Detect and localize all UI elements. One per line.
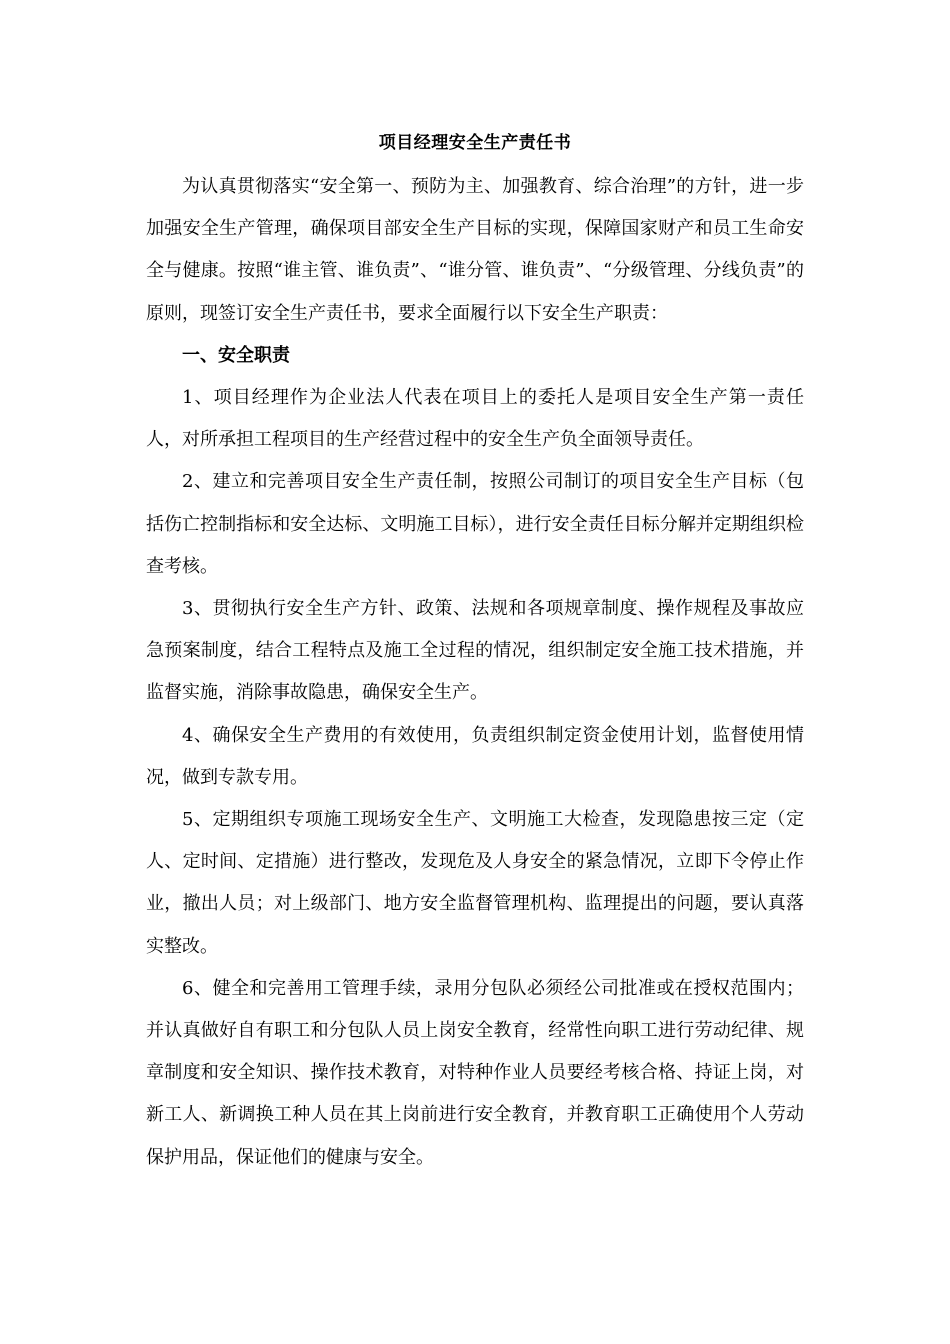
duty-item: 6、健全和完善用工管理手续，录用分包队必须经公司批准或在授权范围内；并认真做好自有职工和分包队人员上岗安全教育，经常性向职工进行劳动纪律、规章制度和安全知识、操作技术教育，对特种作业人员要经考核合格、持证上岗，对新工人、新调换工种人员在其上岗前进行安全教育，并教育职工正确使用个人劳动保护用品，保证他们的健康与安全。: [146, 977, 804, 1168]
document-body: [146, 166, 804, 1179]
duty-item: 1、项目经理作为企业法人代表在项目上的委托人是项目安全生产第一责任人，对所承担工程项目的生产经营过程中的安全生产负全面领导责任。: [146, 387, 804, 451]
section-heading: 一、安全职责: [182, 344, 290, 366]
duty-item: 5、定期组织专项施工现场安全生产、文明施工大检查，发现隐患按三定（定人、定时间、定措施）进行整改，发现危及人身安全的紧急情况，立即下令停止作业，撤出人员；对上级部门、地方安全监督管理机构、监理提出的问题，要认真落实整改。: [146, 809, 804, 957]
duty-item: 3、贯彻执行安全生产方针、政策、法规和各项规章制度、操作规程及事故应急预案制度，结合工程特点及施工全过程的情况，组织制定安全施工技术措施，并监督实施，消除事故隐患，确保安全生产。: [146, 598, 804, 704]
duty-item: 2、建立和完善项目安全生产责任制，按照公司制订的项目安全生产目标（包括伤亡控制指标和安全达标、文明施工目标），进行安全责任目标分解并定期组织检查考核。: [146, 471, 804, 577]
document-title: 项目经理安全生产责任书: [378, 133, 572, 153]
duty-item: 4、确保安全生产费用的有效使用，负责组织制定资金使用计划，监督使用情况，做到专款专用。: [146, 724, 804, 788]
intro-paragraph: 为认真贯彻落实“安全第一、预防为主、加强教育、综合治理”的方针，进一步加强安全生产管理，确保项目部安全生产目标的实现，保障国家财产和员工生命安全与健康。按照“谁主管、谁负责”、“谁分管、谁负责”、“分级管理、分线负责”的原则，现签订安全生产责任书，要求全面履行以下安全生产职责：: [146, 176, 804, 324]
